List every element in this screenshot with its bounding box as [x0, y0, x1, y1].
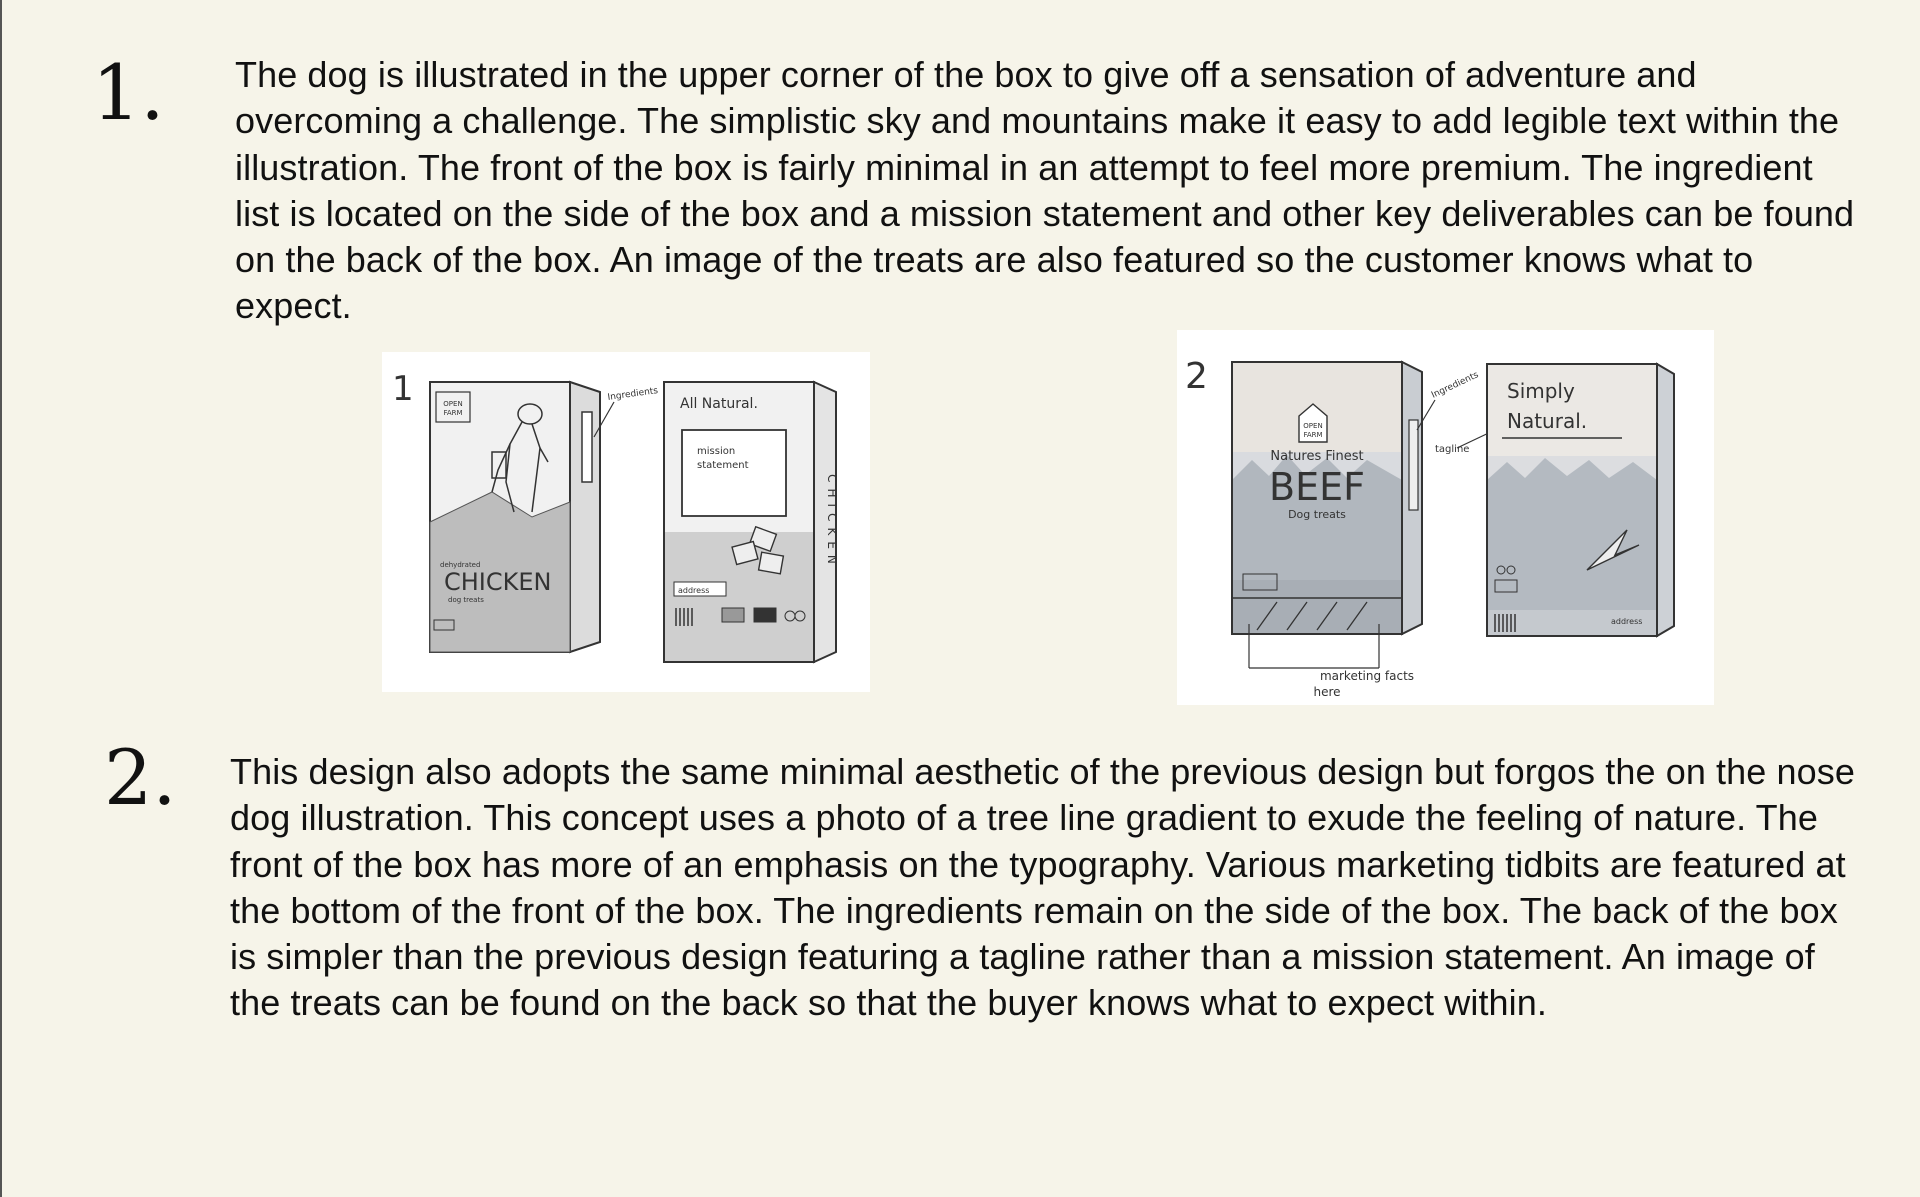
ingredients-note: Ingredients: [1430, 370, 1481, 401]
concept-1-sketch: [382, 352, 870, 692]
left-border: [0, 0, 2, 1197]
mission-line-2: statement: [697, 460, 749, 471]
side-text: CHICKEN: [825, 474, 839, 570]
back-line-2: Natural.: [1507, 409, 1588, 433]
marketing-note-line-2: here: [1313, 685, 1341, 699]
ingredients-note: Ingredients: [607, 385, 659, 403]
concept-2-sketch: [1177, 330, 1714, 705]
sketch-2-number: 2: [1185, 356, 1208, 397]
front-box: [430, 382, 600, 652]
open-farm-logo-bottom: FARM: [1303, 431, 1323, 439]
address-label: address: [678, 586, 710, 595]
marketing-note-line-1: marketing facts: [1319, 669, 1415, 683]
front-small-text: dehydrated: [440, 561, 481, 569]
front-subtitle: dog treats: [448, 596, 484, 604]
sketch-1-number: 1: [392, 369, 414, 409]
front-title: BEEF: [1269, 465, 1365, 509]
back-box: [664, 382, 839, 662]
section-2-paragraph: This design also adopts the same minimal aesthetic of the previous design but forgos the on the nose dog illustration. This concept uses a photo of a tree line gradient to exude the feeling of nature. The front of the box has more of an emphasis on the typography. Various marketing tidbits are featured at the bottom of the front of the box. The ingredients remain on the side of the box. The back of the box is simpler than the previous design featuring a tagline rather than a mission statement. An image of the treats can be found on the back so that the buyer knows what to expect within.: [230, 751, 1855, 1024]
tagline-note: tagline: [1435, 444, 1470, 455]
back-box: [1487, 364, 1674, 636]
open-farm-logo-top: OPEN: [443, 400, 463, 408]
section-2-number: 2.: [104, 733, 177, 822]
front-title: CHICKEN: [444, 568, 552, 596]
front-box: [1232, 362, 1422, 634]
section-1-paragraph: The dog is illustrated in the upper corner of the box to give off a sensation of adventure and overcoming a challenge. The simplistic sky and mountains make it easy to add legible text within the illustration. The front of the box is fairly minimal in an attempt to feel more premium. The ingredient list is located on the side of the box and a mission statement and other key deliverables can be found on the back of the box. An image of the treats are also featured so the customer knows what to expect.: [235, 54, 1855, 327]
back-line-1: Simply: [1507, 379, 1575, 403]
open-farm-logo-top: OPEN: [1303, 422, 1323, 430]
mission-line-1: mission: [697, 446, 736, 457]
front-tagline: Natures Finest: [1270, 449, 1364, 464]
front-subtitle: Dog treats: [1288, 508, 1346, 521]
address-label: address: [1611, 617, 1643, 626]
back-heading: All Natural.: [680, 396, 758, 412]
section-1-number: 1.: [92, 48, 165, 137]
open-farm-logo-bottom: FARM: [443, 409, 463, 417]
